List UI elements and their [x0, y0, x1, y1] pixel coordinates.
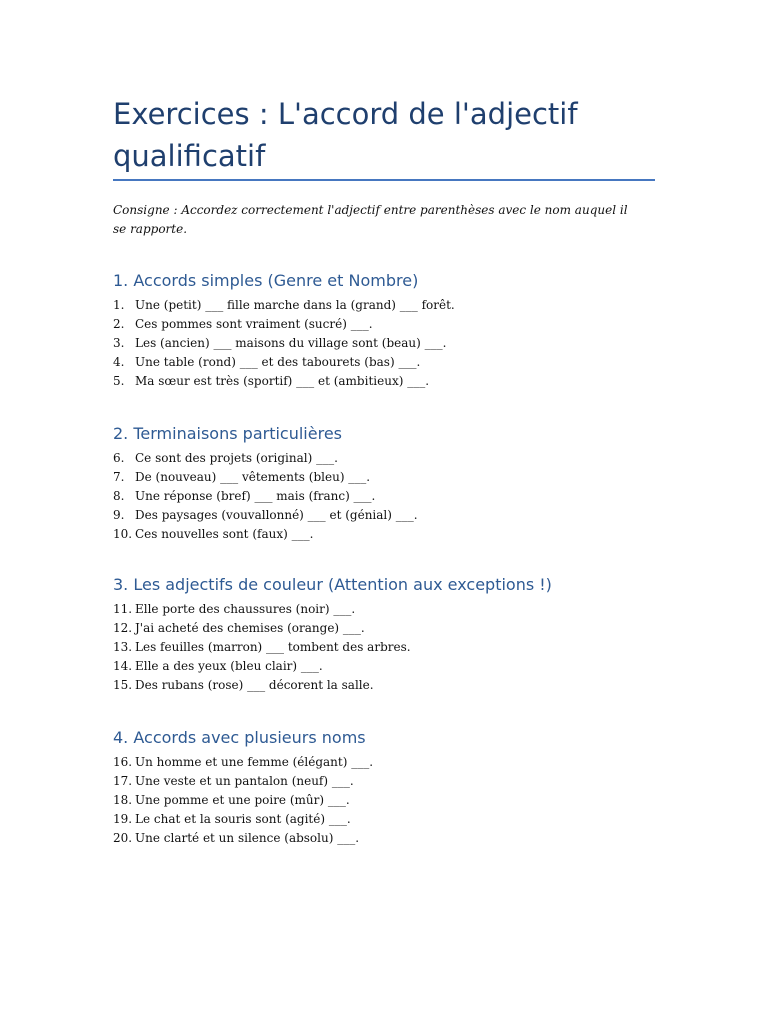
- item-number: 6.: [113, 451, 125, 465]
- item-number: 11.: [113, 602, 133, 616]
- exercise-item: [113, 487, 673, 506]
- item-text: De (nouveau) ___ vêtements (bleu) ___.: [135, 470, 371, 485]
- item-number: 4.: [113, 355, 125, 370]
- exercise-item: [113, 753, 673, 772]
- section-accords-simples: [113, 270, 673, 391]
- item-text: Ma sœur est très (sportif) ___ et (ambitieux) ___.: [135, 374, 430, 389]
- item-text: Elle porte des chaussures (noir) ___.: [135, 602, 356, 616]
- item-text: Une veste et un pantalon (neuf) ___.: [135, 774, 354, 789]
- item-text: Une pomme et une poire (mûr) ___.: [135, 793, 350, 808]
- item-number: 1.: [113, 298, 125, 312]
- item-number: 12.: [113, 621, 133, 636]
- exercise-item: [113, 638, 673, 657]
- exercise-list: [113, 449, 673, 544]
- item-number: 14.: [113, 659, 133, 674]
- section-heading: 2. Terminaisons particulières: [113, 424, 342, 443]
- instructions: Consigne : Accordez correctement l'adjectif entre parenthèses avec le nom auquel il se rapporte.: [113, 203, 628, 236]
- exercise-item: [113, 676, 673, 695]
- item-number: 8.: [113, 489, 125, 504]
- item-number: 20.: [113, 831, 133, 846]
- exercise-item: [113, 525, 673, 544]
- section-heading: 4. Accords avec plusieurs noms: [113, 728, 366, 747]
- item-number: 17.: [113, 774, 133, 789]
- exercise-item: [113, 772, 673, 791]
- section-heading: 3. Les adjectifs de couleur (Attention aux exceptions !): [113, 575, 552, 594]
- exercise-item: [113, 791, 673, 810]
- item-text: Les (ancien) ___ maisons du village sont (beau) ___.: [135, 336, 447, 351]
- item-text: Des paysages (vouvallonné) ___ et (génial) ___.: [135, 508, 418, 523]
- item-text: Ce sont des projets (original) ___.: [135, 451, 338, 465]
- section-couleurs: [113, 574, 673, 695]
- item-text: Des rubans (rose) ___ décorent la salle.: [135, 678, 374, 693]
- exercise-item: [113, 619, 673, 638]
- item-number: 2.: [113, 317, 125, 332]
- exercise-list: [113, 600, 673, 695]
- item-text: J'ai acheté des chemises (orange) ___.: [135, 621, 365, 636]
- exercise-item: [113, 829, 673, 848]
- section-plusieurs-noms: [113, 727, 673, 848]
- item-text: Une réponse (bref) ___ mais (franc) ___.: [135, 489, 376, 504]
- item-number: 15.: [113, 678, 133, 693]
- exercise-item: [113, 372, 673, 391]
- section-terminaisons: [113, 423, 673, 544]
- item-number: 19.: [113, 812, 133, 827]
- title-underline: [113, 179, 655, 181]
- item-text: Un homme et une femme (élégant) ___.: [135, 755, 374, 769]
- exercise-list: [113, 753, 673, 848]
- item-number: 18.: [113, 793, 133, 808]
- item-number: 13.: [113, 640, 133, 655]
- exercise-item: [113, 353, 673, 372]
- item-text: Une (petit) ___ fille marche dans la (grand) ___ forêt.: [135, 298, 455, 312]
- item-number: 10.: [113, 527, 133, 542]
- exercise-item: [113, 315, 673, 334]
- item-text: Les feuilles (marron) ___ tombent des arbres.: [135, 640, 411, 655]
- item-text: Une clarté et un silence (absolu) ___.: [135, 831, 360, 846]
- exercise-item: [113, 810, 673, 829]
- item-text: Une table (rond) ___ et des tabourets (bas) ___.: [135, 355, 421, 370]
- exercise-item: [113, 657, 673, 676]
- exercise-item: [113, 296, 673, 315]
- exercise-item: [113, 506, 673, 525]
- item-text: Ces pommes sont vraiment (sucré) ___.: [135, 317, 373, 332]
- section-heading: 1. Accords simples (Genre et Nombre): [113, 271, 419, 290]
- item-number: 9.: [113, 508, 125, 523]
- item-text: Le chat et la souris sont (agité) ___.: [135, 812, 351, 827]
- item-number: 5.: [113, 374, 125, 389]
- item-text: Elle a des yeux (bleu clair) ___.: [135, 659, 323, 674]
- page-title: Exercices : L'accord de l'adjectif qualificatif: [113, 97, 578, 173]
- item-number: 3.: [113, 336, 125, 351]
- exercise-list: [113, 296, 673, 391]
- exercise-item: [113, 468, 673, 487]
- exercise-item: [113, 449, 673, 468]
- item-number: 7.: [113, 470, 125, 485]
- item-text: Ces nouvelles sont (faux) ___.: [135, 527, 314, 542]
- exercise-item: [113, 334, 673, 353]
- item-number: 16.: [113, 755, 133, 769]
- exercise-item: [113, 600, 673, 619]
